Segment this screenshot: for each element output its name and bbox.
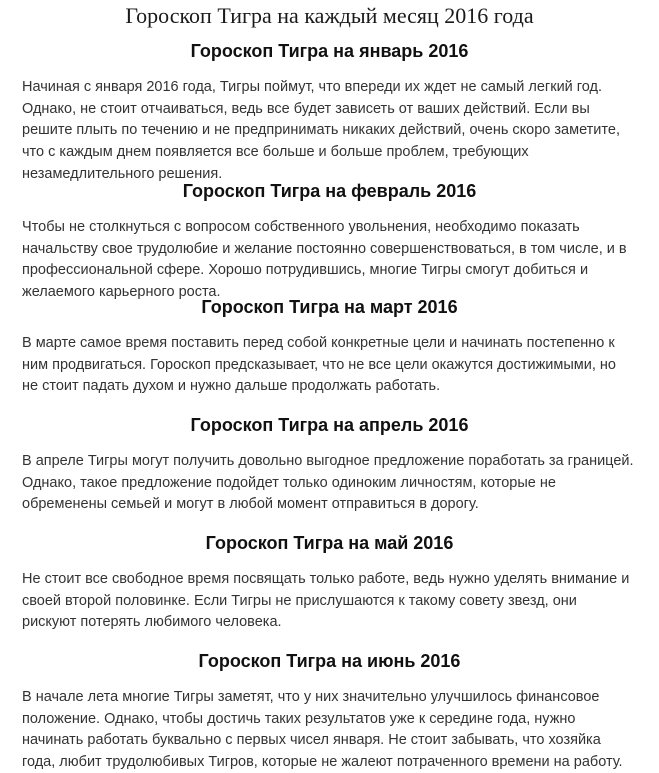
section-text-march: В марте самое время поставить перед собой конкретные цели и начинать постепенно к ним продвигаться. Гороскоп предсказывает, что не все цели окажутся достижимыми, но не стоит падать духом и нужно дальше продолжать работать. — [22, 335, 616, 395]
section-may — [0, 532, 659, 631]
section-text-may: Не стоит все свободное время посвящать только работе, ведь нужно уделять внимание и своей второй половинке. Если Тигры не прислушаются к такому совету звезд, они рискуют потерять любимого человека. — [22, 571, 630, 631]
section-heading-january: Гороскоп Тигра на январь 2016 — [190, 41, 469, 61]
section-heading-june: Гороскоп Тигра на июнь 2016 — [198, 651, 461, 671]
section-text-april: В апреле Тигры могут получить довольно выгодное предложение поработать за границей. Однако, такое предложение подойдет только одиноким личностям, которые не обременены семьей и могут в любой момент отправиться в дорогу. — [22, 453, 634, 513]
section-march — [0, 296, 659, 395]
page-title: Гороскоп Тигра на каждый месяц 2016 года — [125, 3, 534, 28]
section-heading-february: Гороскоп Тигра на февраль 2016 — [182, 181, 477, 201]
section-heading-april: Гороскоп Тигра на апрель 2016 — [190, 415, 469, 435]
section-heading-march: Гороскоп Тигра на март 2016 — [201, 297, 458, 317]
section-heading-may: Гороскоп Тигра на май 2016 — [205, 533, 454, 553]
section-january — [0, 40, 659, 182]
section-june — [0, 650, 659, 771]
section-text-january: Начиная с января 2016 года, Тигры поймут, что впереди их ждет не самый легкий год. Однако, не стоит отчаиваться, ведь все будет зависеть от ваших действий. Если вы решите плыть по течению и не предпринимать никаких действий, очень скоро заметите, что с каждым днем появляется все больше и больше проблем, требующих незамедлительного решения. — [22, 79, 620, 182]
section-april — [0, 414, 659, 513]
section-text-february: Чтобы не столкнуться с вопросом собственного увольнения, необходимо показать начальству свое трудолюбие и желание постоянно совершенствоваться, в том числе, и в профессиональной сфере. Хорошо потрудившись, многие Тигры смогут добиться и желаемого карьерного роста. — [22, 219, 627, 301]
section-text-june: В начале лета многие Тигры заметят, что у них значительно улучшилось финансовое положение. Однако, чтобы достичь таких результатов уже к середине года, нужно начинать работать буквально с первых чисел января. Не стоит забывать, что хозяйка года, любит трудолюбивых Тигров, которые не жалеют потраченного времени на работу. — [22, 689, 623, 771]
section-february — [0, 180, 659, 301]
